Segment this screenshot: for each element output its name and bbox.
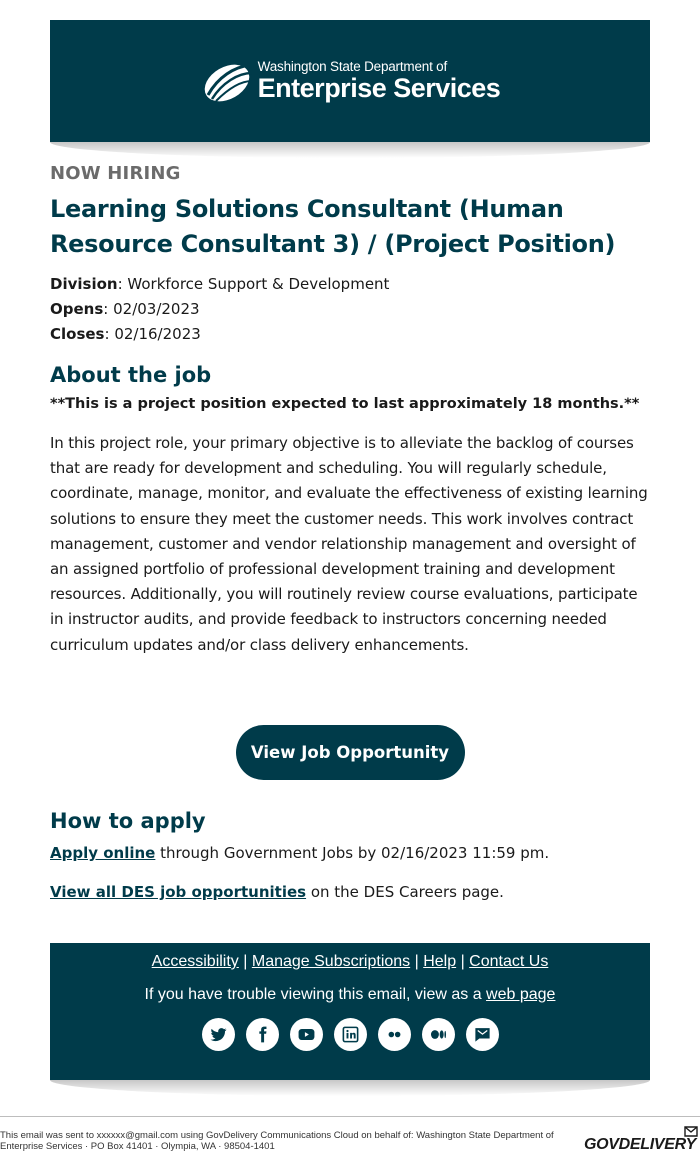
govdelivery-email-icon[interactable]: [466, 1018, 499, 1051]
job-title: Learning Solutions Consultant (Human Resource Consultant 3) / (Project Position): [50, 195, 616, 258]
help-link[interactable]: Help: [423, 953, 457, 970]
footer-separator: |: [238, 953, 252, 970]
apply-online-line: [50, 842, 650, 864]
division-row: [50, 272, 650, 297]
manage-subscriptions-link[interactable]: Manage Subscriptions: [251, 953, 411, 970]
division-value: : Workforce Support & Development: [117, 275, 390, 293]
closes-label: Closes: [50, 325, 105, 343]
accessibility-link[interactable]: Accessibility: [151, 953, 239, 970]
trouble-text: If you have trouble viewing this email, view as a: [144, 986, 487, 1003]
logo-line1: Washington State Department of: [257, 59, 448, 75]
footer-separator: |: [456, 953, 470, 970]
view-job-opportunity-button[interactable]: View Job Opportunity: [236, 725, 465, 780]
web-page-link[interactable]: web page: [486, 986, 556, 1003]
how-to-apply: [50, 807, 650, 903]
about-body: In this project role, your primary objective is to alleviate the backlog of courses that are ready for development and scheduling. You will regularly schedule, coordinate, manage, monitor, and evaluate the effectiveness of existing learning solutions to ensure they meet the customer needs. This work involves contract management, customer and vendor relationship management and oversight of an assigned portfolio of professional development training and development resources. Additionally, you will routinely review course evaluations, participate in instructor audits, and provide feedback to instructors concerning needed curriculum updates and/or class delivery enhancements.: [50, 434, 648, 654]
opens-label: Opens: [50, 300, 104, 318]
medium-icon[interactable]: [422, 1018, 455, 1051]
footer: [50, 943, 650, 1080]
header-banner: [50, 20, 650, 142]
opens-value: : 02/03/2023: [103, 300, 200, 318]
view-all-text: on the DES Careers page.: [306, 883, 504, 901]
flickr-icon[interactable]: [378, 1018, 411, 1051]
facebook-icon[interactable]: [246, 1018, 279, 1051]
view-all-line: [50, 881, 650, 903]
apply-heading: How to apply: [50, 809, 206, 833]
now-hiring-label: NOW HIRING: [50, 163, 181, 184]
closes-value: : 02/16/2023: [104, 325, 201, 343]
govdelivery-logo[interactable]: [584, 1126, 698, 1156]
des-logo[interactable]: [200, 57, 501, 105]
apply-online-link[interactable]: Apply online: [50, 844, 156, 862]
legal-text: This email was sent to xxxxxx@gmail.com using GovDelivery Communications Cloud on behalf of: Washington State Department of Enterprise Services · PO Box 41401 · Olympia, WA · 98504-1401: [0, 1130, 554, 1152]
division-label: Division: [50, 275, 118, 293]
contact-us-link[interactable]: Contact Us: [469, 953, 549, 970]
logo-line2: Enterprise Services: [257, 72, 501, 103]
social-icons: [50, 1018, 650, 1051]
footer-separator: |: [410, 953, 424, 970]
trouble-viewing: [50, 985, 650, 1005]
govdelivery-wordmark: GOVDELIVERY: [584, 1136, 696, 1153]
legal-divider: [0, 1116, 700, 1117]
cta-wrapper: [0, 725, 700, 780]
footer-links: [50, 952, 650, 972]
job-content: [50, 163, 650, 658]
apply-online-text: through Government Jobs by 02/16/2023 11:59 pm.: [155, 844, 550, 862]
header-shadow: [50, 142, 650, 158]
opens-row: [50, 297, 650, 322]
job-meta: [50, 272, 650, 347]
about-heading: About the job: [50, 363, 212, 387]
youtube-icon[interactable]: [290, 1018, 323, 1051]
footer-shadow: [50, 1080, 650, 1096]
linkedin-icon[interactable]: [334, 1018, 367, 1051]
closes-row: [50, 322, 650, 347]
twitter-icon[interactable]: [202, 1018, 235, 1051]
view-all-jobs-link[interactable]: View all DES job opportunities: [50, 883, 307, 901]
project-note: **This is a project position expected to last approximately 18 months.**: [50, 396, 640, 412]
des-swoosh-icon: [200, 57, 254, 105]
